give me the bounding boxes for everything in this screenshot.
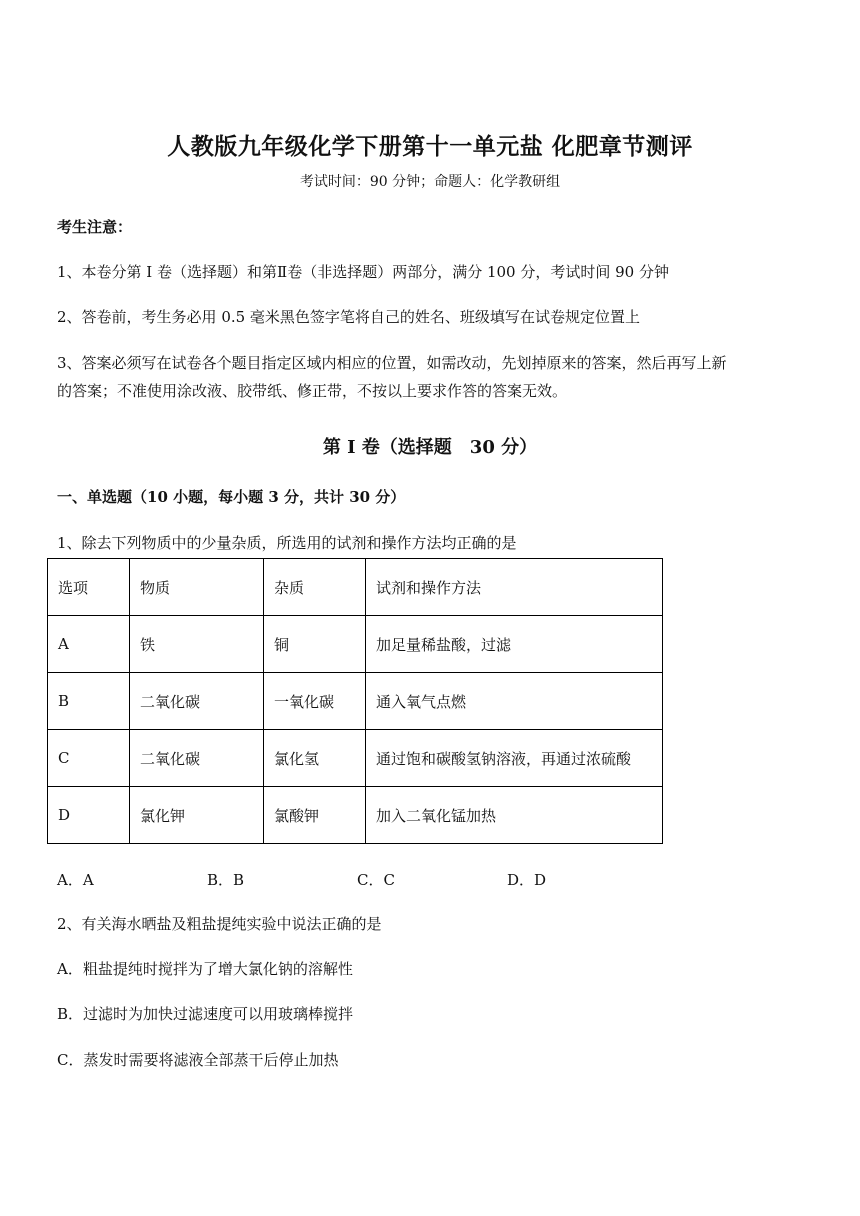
notice-item-1: 1、本卷分第 I 卷（选择题）和第Ⅱ卷（非选择题）两部分，满分 100 分，考试时间 90 分钟 <box>57 263 669 281</box>
section-title: 第 I 卷（选择题 30 分） <box>322 437 538 458</box>
exam-title: 人教版九年级化学下册第十一单元盐 化肥章节测评 <box>167 133 693 160</box>
question-1-choice-c: C．C <box>357 871 395 889</box>
table-cell: 加入二氧化锰加热 <box>366 787 663 844</box>
notice-item-3-continued: 的答案；不准使用涂改液、胶带纸、修正带，不按以上要求作答的答案无效。 <box>57 382 568 400</box>
table-cell: C <box>48 730 130 787</box>
exam-subtitle: 考试时间：90 分钟；命题人：化学教研组 <box>299 174 561 190</box>
table-cell: 铁 <box>130 616 264 673</box>
question-2-stem: 2、有关海水晒盐及粗盐提纯实验中说法正确的是 <box>57 915 382 933</box>
question-1-choice-d: D．D <box>507 871 547 889</box>
table-cell: D <box>48 787 130 844</box>
notice-item-3: 3、答案必须写在试卷各个题目指定区域内相应的位置，如需改动，先划掉原来的答案，然后再写上新 <box>57 354 727 372</box>
table-header-cell: 杂质 <box>264 559 366 616</box>
notice-heading: 考生注意： <box>57 218 133 236</box>
question-1-choice-a: A．A <box>57 871 94 889</box>
table-cell: B <box>48 673 130 730</box>
table-cell: 铜 <box>264 616 366 673</box>
table-cell: 一氧化碳 <box>264 673 366 730</box>
notice-item-2: 2、答卷前，考生务必用 0.5 毫米黑色签字笔将自己的姓名、班级填写在试卷规定位置上 <box>57 308 640 326</box>
table-cell: 加足量稀盐酸，过滤 <box>366 616 663 673</box>
table-row <box>48 673 663 730</box>
table-cell: 通过饱和碳酸氢钠溶液，再通过浓硫酸 <box>366 730 663 787</box>
part-heading: 一、单选题（10 小题，每小题 3 分，共计 30 分） <box>57 488 406 506</box>
table-cell: 通入氧气点燃 <box>366 673 663 730</box>
table-row <box>48 787 663 844</box>
question-1-stem: 1、除去下列物质中的少量杂质，所选用的试剂和操作方法均正确的是 <box>57 534 517 552</box>
table-cell: 氯化钾 <box>130 787 264 844</box>
table-row <box>48 730 663 787</box>
table-cell: 二氧化碳 <box>130 673 264 730</box>
question-2-option-b: B．过滤时为加快过滤速度可以用玻璃棒搅拌 <box>57 1005 354 1023</box>
table-header-cell: 选项 <box>48 559 130 616</box>
table-header-cell: 试剂和操作方法 <box>366 559 663 616</box>
table-cell: 氯酸钾 <box>264 787 366 844</box>
question-1-choice-b: B．B <box>207 871 245 889</box>
question-2-option-c: C．蒸发时需要将滤液全部蒸干后停止加热 <box>57 1051 339 1069</box>
table-cell: A <box>48 616 130 673</box>
question-2-option-a: A．粗盐提纯时搅拌为了增大氯化钠的溶解性 <box>57 960 353 978</box>
question-1-table <box>47 558 663 844</box>
table-cell: 二氧化碳 <box>130 730 264 787</box>
table-header-cell: 物质 <box>130 559 264 616</box>
table-cell: 氯化氢 <box>264 730 366 787</box>
table-row <box>48 616 663 673</box>
table-header-row <box>48 559 663 616</box>
